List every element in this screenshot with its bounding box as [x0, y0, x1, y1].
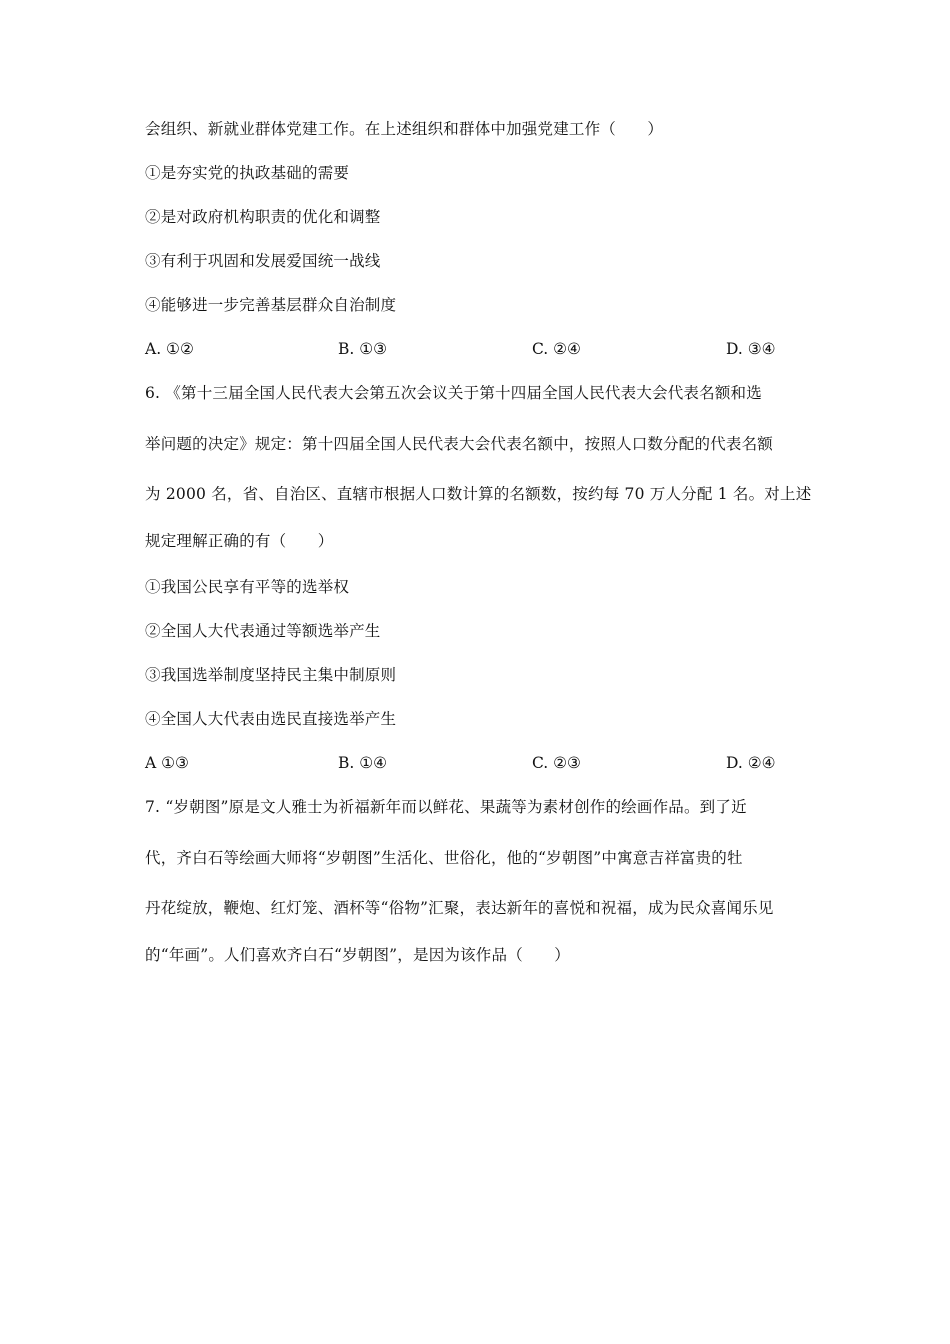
q6-statement-4: ④全国人大代表由选民直接选举产生 — [145, 710, 397, 728]
q6-statement-2: ②全国人大代表通过等额选举产生 — [145, 622, 381, 640]
q5-option-c: C. ②④ — [532, 340, 581, 358]
q6-statement-3: ③我国选举制度坚持民主集中制原则 — [145, 666, 397, 684]
q5-options — [145, 339, 825, 359]
q6-options — [145, 753, 825, 773]
q6-stem-line-3: 为 2000 名，省、自治区、直辖市根据人口数计算的名额数，按约每 70 万人分配 1 名。对上述 — [145, 485, 812, 503]
q6-stem-line-1: 6. 《第十三届全国人民代表大会第五次会议关于第十四届全国人民代表大会代表名额和选 — [145, 384, 762, 402]
q6-stem-line-2: 举问题的决定》规定：第十四届全国人民代表大会代表名额中，按照人口数分配的代表名额 — [145, 435, 774, 453]
q6-statement-1: ①我国公民享有平等的选举权 — [145, 578, 350, 596]
q6-stem-line-4: 规定理解正确的有（ ） — [145, 532, 334, 550]
q6-option-b: B. ①④ — [338, 754, 388, 772]
q6-option-c: C. ②③ — [532, 754, 581, 772]
q5-statement-4: ④能够进一步完善基层群众自治制度 — [145, 296, 397, 314]
q7-stem-line-2: 代，齐白石等绘画大师将“岁朝图”生活化、世俗化，他的“岁朝图”中寓意吉祥富贵的牡 — [145, 849, 743, 867]
q5-option-a: A. ①② — [145, 340, 194, 358]
q7-stem-line-3: 丹花绽放，鞭炮、红灯笼、酒杯等“俗物”汇聚，表达新年的喜悦和祝福，成为民众喜闻乐见 — [145, 899, 774, 917]
q7-stem-line-1: 7. “岁朝图”原是文人雅士为祈福新年而以鲜花、果蔬等为素材创作的绘画作品。到了近 — [145, 798, 747, 816]
q5-stem-tail: 会组织、新就业群体党建工作。在上述组织和群体中加强党建工作（ ） — [145, 120, 664, 138]
q5-statement-1: ①是夯实党的执政基础的需要 — [145, 164, 350, 182]
q7-stem-line-4: 的“年画”。人们喜欢齐白石“岁朝图”，是因为该作品（ ） — [145, 946, 570, 964]
q5-statement-2: ②是对政府机构职责的优化和调整 — [145, 208, 381, 226]
q5-option-b: B. ①③ — [338, 340, 388, 358]
q6-option-d: D. ②④ — [726, 754, 776, 772]
q5-statement-3: ③有利于巩固和发展爱国统一战线 — [145, 252, 381, 270]
q5-option-d: D. ③④ — [726, 340, 776, 358]
q6-option-a: A ①③ — [145, 754, 189, 772]
